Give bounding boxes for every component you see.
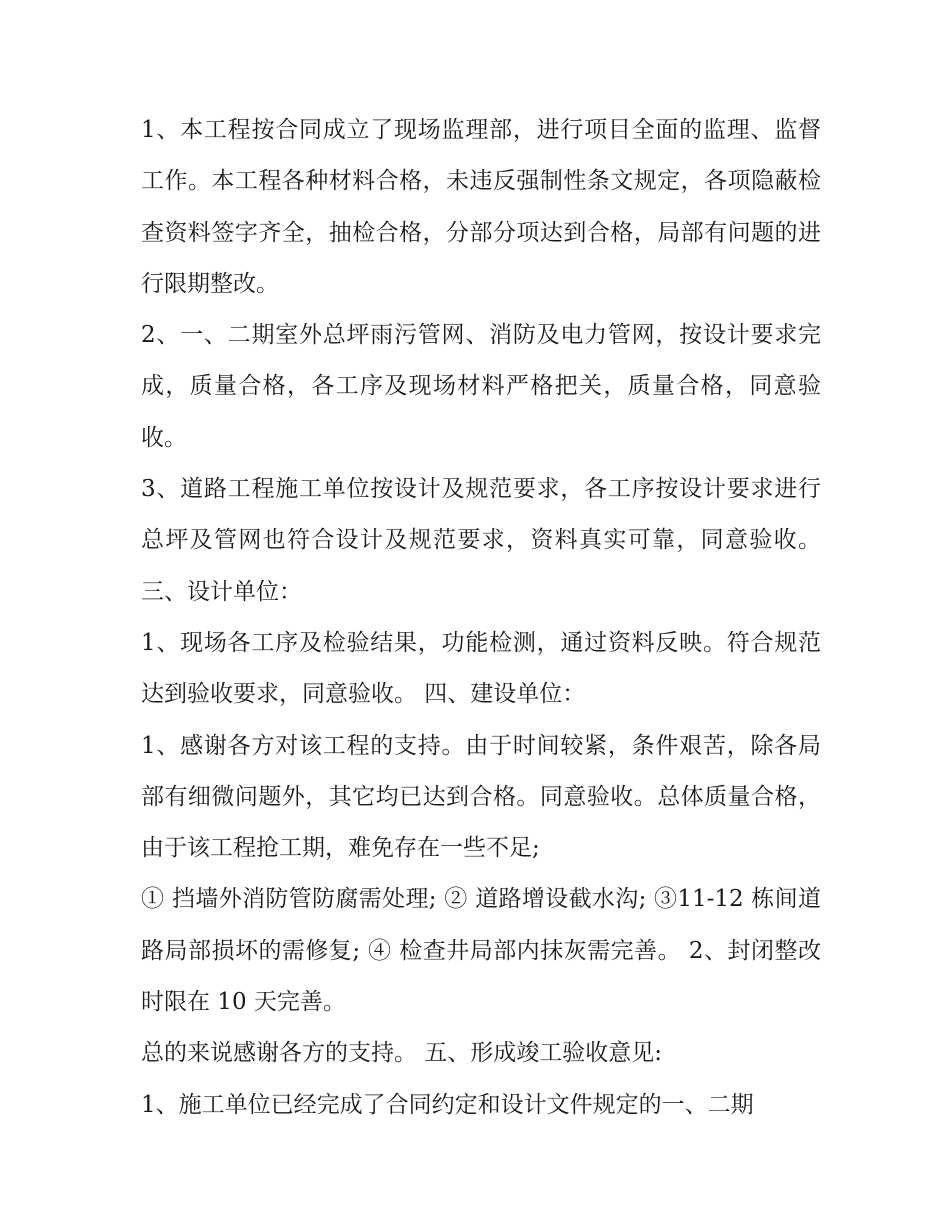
paragraph-rectification-items: ① 挡墙外消防管防腐需处理; ② 道路增设截水沟; ③11-12 栋间道路局部损坏的需修复; ④ 检查井局部内抹灰需完善。 2、封闭整改时限在 10 天完善。 xyxy=(141,886,821,1016)
paragraph-summary: 总的来说感谢各方的支持。 五、形成竣工验收意见: xyxy=(141,1040,663,1067)
paragraph-supervision-2: 2、一、二期室外总坪雨污管网、消防及电力管网，按设计要求完成，质量合格，各工序及现场材料严格把关，质量合格，同意验收。 xyxy=(141,322,821,451)
paragraph-construction-unit-1: 1、感谢各方对该工程的支持。由于时间较紧，条件艰苦，除各局部有细微问题外，其它均已达到合格。同意验收。总体质量合格，由于该工程抢工期，难免存在一些不足; xyxy=(141,732,821,862)
paragraph-acceptance-opinion-1: 1、施工单位已经完成了合同约定和设计文件规定的一、二期 xyxy=(141,1091,754,1118)
paragraph-supervision-3: 3、道路工程施工单位按设计及规范要求，各工序按设计要求进行总坪及管网也符合设计及规范要求，资料真实可靠，同意验收。 三、设计单位： xyxy=(141,476,821,605)
paragraph-design-unit-1: 1、现场各工序及检验结果，功能检测，通过资料反映。符合规范达到验收要求，同意验收。 四、建设单位： xyxy=(141,629,821,708)
paragraph-supervision-1: 1、本工程按合同成立了现场监理部，进行项目全面的监理、监督工作。本工程各种材料合格，未违反强制性条文规定，各项隐蔽检查资料签字齐全，抽检合格，分部分项达到合格，局部有问题的进行限期整改。 xyxy=(141,117,821,297)
document-body xyxy=(141,105,821,1131)
